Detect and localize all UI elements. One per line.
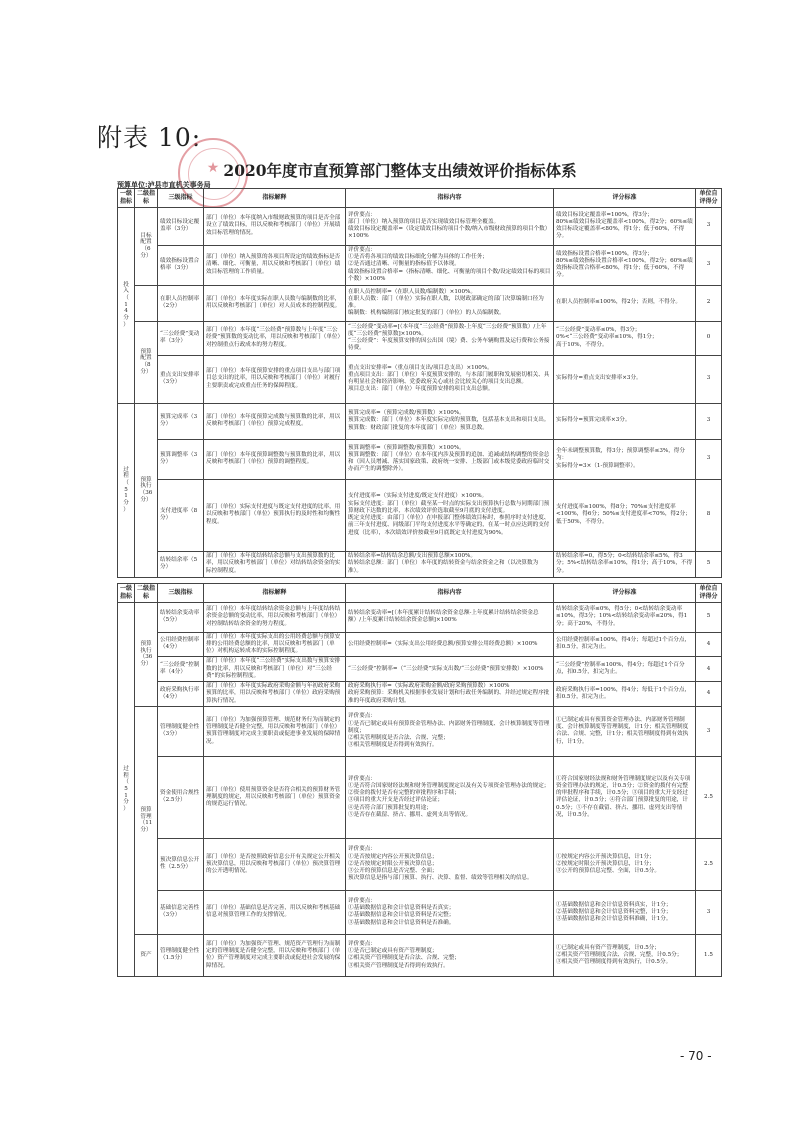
scoring-standard-cell: ①按规定内容公开预决算信息，计1分； ②按规定时限公开预决算信息，计1分； ③公开的预算信息完整、全面，计0.5分。 <box>554 838 696 890</box>
table-row <box>118 207 722 245</box>
content-cell: 评价要点： ①是否已制定或具有预算资金管理办法、内部财务管理制度、会计核算制度等管理制度； ②相关管理制度是否合法、合规、完整； ③相关管理制度是否得到有效执行。 <box>346 706 554 756</box>
self-score-cell: 2 <box>696 285 722 321</box>
column-header: 评分标准 <box>554 584 696 603</box>
explanation-cell: 部门（单位）为加强资产管理、规范资产管理行为而制定的管理制度是否健全完整，用以反映和考核部门（单位）资产管理制度对完成主要职责或促进社会发展的保障情况。 <box>204 934 346 976</box>
self-score-cell: 4 <box>696 682 722 707</box>
scoring-standard-cell: 实际得分=重点支出安排率×3分。 <box>554 355 696 403</box>
level3-indicator-cell: 预决算信息公开性（2.5分） <box>158 838 204 890</box>
explanation-cell: 部门（单位）为加强预算管理、规范财务行为而制定的管理制度是否健全完整，用以反映和考核部门（单位）预算管理制度对完成主要职责或促进事业发展的保障情况。 <box>204 706 346 756</box>
table-row <box>118 890 722 934</box>
level3-indicator-cell: 预算调整率（3分） <box>158 439 204 479</box>
level3-indicator-cell: “三公经费”变动率（3分） <box>158 321 204 355</box>
column-header: 三级指标 <box>158 189 204 208</box>
column-header: 评分标准 <box>554 189 696 208</box>
level2-indicator-cell: 预算 管理 （11 分） <box>135 706 158 934</box>
level2-indicator-cell <box>135 285 158 321</box>
explanation-cell: 部门（单位）本年度纳入市级财政预算的项目是否全部设立了绩效目标，用以反映和考核部门（单位）开展绩效目标管理的情况。 <box>204 207 346 245</box>
explanation-cell: 部门（单位）本年度实际在职人员数与编制数的比率，用以反映和考核部门（单位）对人员成本的控制程度。 <box>204 285 346 321</box>
page-number: - 70 - <box>680 1049 712 1063</box>
level3-indicator-cell: 结转结余率（5分） <box>158 551 204 577</box>
scoring-standard-cell: 全年未调整预算数，得3分；预算调整率≤3%，得分为： 实际得分=3×（1-预算调整率）。 <box>554 439 696 479</box>
content-cell: 评价要点： ①是否按规定内容公开预决算信息； ②是否按规定时限公开预决算信息； ③公开的预算信息是否完整、全面； 预决算信息是指与部门预算、执行、决算、监督、绩效等管理相关的信息。 <box>346 838 554 890</box>
explanation-cell: 部门（单位）本年度预算安排的重点项目支出与部门项目总支出的比率，用以反映和考核部门（单位）对履行主要职责或完成重点任务的保障程度。 <box>204 355 346 403</box>
self-score-cell: 3 <box>696 439 722 479</box>
content-cell: 预算调整率=（预算调整数/预算数）×100%。 预算调整数：部门（单位）在本年度内涉及预算的追加、追减或结构调整的资金总和（因人员增减、落实国家政策、政府统一安排、上级部门或本级党委政府临时交办而产生的调整除外）。 <box>346 439 554 479</box>
level2-indicator-cell: 资产 <box>135 934 158 976</box>
level1-indicator-cell: 投 入 （ 1 4 分 ） <box>118 207 135 403</box>
document-title: 2020年度市直预算部门整体支出绩效评价指标体系 <box>223 161 577 180</box>
explanation-cell: 部门（单位）本年度结转结余总额与支出预算数的比率，用以反映和考核部门（单位）对结转结余资金的实际控制程度。 <box>204 551 346 577</box>
content-cell: 在职人员控制率=（在职人员数/编制数）×100%。 在职人员数：部门（单位）实际在职人数，以财政部确定的部门决算编制口径为准。 编制数：机构编制部门核定批复的部门（单位）的人员编制数。 <box>346 285 554 321</box>
column-header: 指标解释 <box>204 584 346 603</box>
level1-indicator-cell: 过 程 （ 5 1 分 ） <box>118 602 135 976</box>
self-score-cell: 3 <box>696 355 722 403</box>
level3-indicator-cell: “三公经费”控制率（4分） <box>158 657 204 682</box>
self-score-cell: 3 <box>696 890 722 934</box>
scoring-standard-cell: ①符合国家财经法规和财务管理制度规定以及有关专项资金管理办法的规定，计0.5分；②资金的拨付有完整的审批程序和手续，计0.5分；③项目的重大开支经过评估论证，计0.5分；④符合部门预算批复的用途，计0.5分；⑤不存在截留、挤占、挪用、虚列支出等情况，计0.5分。 <box>554 756 696 838</box>
column-header: 单位自评得分 <box>696 189 722 208</box>
scoring-standard-cell: 绩效指标设置合格率=100%，得3分； 80%≤绩效指标设置合格率<100%，得2分；60%≤绩效指标设置合格率<80%，得1分；低于60%，不得分。 <box>554 245 696 285</box>
table-row <box>118 682 722 707</box>
column-header: 二级指标 <box>135 189 158 208</box>
explanation-cell: 部门（单位）本年度实际政府采购金额与年初政府采购预算的比率，用以反映和考核部门（单位）政府采购预算执行情况。 <box>204 682 346 707</box>
column-header: 一级指标 <box>118 584 135 603</box>
level3-indicator-cell: 在职人员控制率（2分） <box>158 285 204 321</box>
table-header-row <box>118 189 722 208</box>
scoring-standard-cell: 结转结余率=0，得5分；0<结转结余率≤5%，得3分；5%<结转结余率≤10%，得1分；高于10%，不得分。 <box>554 551 696 577</box>
self-score-cell: 3 <box>696 706 722 756</box>
explanation-cell: 部门（单位）实际支付进度与既定支付进度的比率，用以反映和考核部门（单位）预算执行的及时性和均衡性程度。 <box>204 479 346 551</box>
table-row <box>118 355 722 403</box>
explanation-cell: 部门（单位）基础信息是否完善，用以反映和考核基础信息对预算管理工作的支撑情况。 <box>204 890 346 934</box>
content-cell: 预算完成率=（预算完成数/预算数）×100%。 预算完成数：部门（单位）本年度实际完成的预算数，包括基本支出和项目支出。 预算数：财政部门批复的本年度部门（单位）预算总数。 <box>346 403 554 439</box>
scoring-standard-cell: “三公经费”控制率≤100%，得4分；每超过1个百分点，扣0.5分，扣完为止。 <box>554 657 696 682</box>
level3-indicator-cell: 预算完成率（3分） <box>158 403 204 439</box>
self-score-cell: 1.5 <box>696 934 722 976</box>
level3-indicator-cell: 基础信息完善性（3分） <box>158 890 204 934</box>
column-header: 指标内容 <box>346 189 554 208</box>
explanation-cell: 部门（单位）本年度“三公经费”实际支出数与预算安排数的比率，用以反映和考核部门（单位）对“三公经费”的实际控制程度。 <box>204 657 346 682</box>
table-row <box>118 706 722 756</box>
explanation-cell: 部门（单位）本年度结转结余资金总额与上年度结转结余资金总额的变动比率，用以反映和考核部门（单位）对控制结转结余资金的努力程度。 <box>204 602 346 632</box>
content-cell: 结转结余率=结转结余总额/支出预算总额×100%。 结转结余总额：部门（单位）本年度的结转资金与结余资金之和（以决算数为准）。 <box>346 551 554 577</box>
self-score-cell: 4 <box>696 632 722 657</box>
level3-indicator-cell: 公用经费控制率（4分） <box>158 632 204 657</box>
scoring-standard-cell: 公用经费控制率≤100%，得4分；每超过1个百分点，扣0.5分，扣完为止。 <box>554 632 696 657</box>
level3-indicator-cell: 支付进度率（8分） <box>158 479 204 551</box>
content-cell: 评价要点： ①是否已制定或具有资产管理制度； ②相关资产管理制度是否合法、合规、完整； ③相关资产管理制度是否得到有效执行。 <box>346 934 554 976</box>
level3-indicator-cell: 绩效目标设定覆盖率（3分） <box>158 207 204 245</box>
explanation-cell: 部门（单位）纳入预算的各项目所设定的绩效指标是否清晰、细化、可衡量，用以反映和考核部门（单位）绩效目标管理的工作质量。 <box>204 245 346 285</box>
explanation-cell: 部门（单位）本年度“三公经费”预算数与上年度“三公经费”预算数的变动比率，用以反映和考核部门（单位）对控制重点行政成本的努力程度。 <box>204 321 346 355</box>
level3-indicator-cell: 资金使用合规性（2.5分） <box>158 756 204 838</box>
scoring-standard-cell: 支付进度率≥100%，得8分；70%≤支付进度率<100%，得6分；50%≤支付进度率<70%，得2分；低于50%，不得分。 <box>554 479 696 551</box>
self-score-cell: 2.5 <box>696 756 722 838</box>
table-row <box>118 657 722 682</box>
column-header: 单位自评得分 <box>696 584 722 603</box>
table-row <box>118 838 722 890</box>
self-score-cell: 4 <box>696 657 722 682</box>
level3-indicator-cell: 管理制度健全性（3分） <box>158 706 204 756</box>
level3-indicator-cell: 绩效指标设置合格率（3分） <box>158 245 204 285</box>
table-header-row <box>118 584 722 603</box>
explanation-cell: 部门（单位）使用预算资金是否符合相关的预算财务管理制度的规定，用以反映和考核部门（单位）预算资金的规范运行情况。 <box>204 756 346 838</box>
content-cell: 政府采购执行率=（实际政府采购金额/政府采购预算数）×100% 政府采购预算：采购机关根据事业发展计划和行政任务编制的、并经过规定程序批准的年度政府采购计划。 <box>346 682 554 707</box>
content-cell: 评价要点： ①基础数据信息和会计信息资料是否真实； ②基础数据信息和会计信息资料是否完整； ③基础数据信息和会计信息资料是否准确。 <box>346 890 554 934</box>
content-cell: “三公经费”变动率=[（本年度“三公经费”预算数-上年度“三公经费”预算数）/上年度“三公经费”预算数]×100%。 “三公经费”：年度预算安排的因公出国（境）费、公务车辆购置及运行费和公务接待费。 <box>346 321 554 355</box>
self-score-cell: 2.5 <box>696 838 722 890</box>
level3-indicator-cell: 管理制度健全性（1.5分） <box>158 934 204 976</box>
scoring-standard-cell: 实际得分=预算完成率×3分。 <box>554 403 696 439</box>
content-cell: 结转结余变动率=[（本年度累计结转结余资金总额-上年度累计结转结余资金总额）/上年度累计结转结余资金总额]×100% <box>346 602 554 632</box>
level2-indicator-cell: 预算 执行 （36 分） <box>135 403 158 577</box>
table-row <box>118 551 722 577</box>
scoring-standard-cell: “三公经费”变动率≤0%，得3分； 0%<“三公经费”变动率≤10%，得1分； 高于10%，不得分。 <box>554 321 696 355</box>
table-row <box>118 934 722 976</box>
scoring-standard-cell: 政府采购执行率=100%，得4分；每低于1个百分点，扣0.5分，扣完为止。 <box>554 682 696 707</box>
scoring-standard-cell: ①基础数据信息和会计信息资料真实，计1分； ②基础数据信息和会计信息资料完整，计1分； ③基础数据信息和会计信息资料准确，计1分。 <box>554 890 696 934</box>
table-row <box>118 403 722 439</box>
self-score-cell: 5 <box>696 602 722 632</box>
self-score-cell: 8 <box>696 479 722 551</box>
indicator-table-part-1 <box>117 188 722 578</box>
level3-indicator-cell: 重点支出安排率（3分） <box>158 355 204 403</box>
content-cell: “三公经费”控制率=（“三公经费”实际支出数/“三公经费”预算安排数）×100% <box>346 657 554 682</box>
budget-unit-label: 预算单位:泸县市直机关事务局 <box>117 180 211 189</box>
column-header: 指标解释 <box>204 189 346 208</box>
scoring-standard-cell: ①已制定或具有预算资金管理办法、内部财务管理制度、会计核算制度等管理制度，计1分；相关管理制度合法、合规、完整，计1分；相关管理制度得到有效执行，计1分。 <box>554 706 696 756</box>
table-row <box>118 285 722 321</box>
table-row <box>118 245 722 285</box>
scoring-standard-cell: 结转结余变动率≤0%，得5分；0<结转结余变动率≤10%，得3分；10%<结转结余变动率≤20%，得1分；高于20%，不得分。 <box>554 602 696 632</box>
content-cell: 评价要点： 部门（单位）纳入预算的项目是否实现绩效目标管理全覆盖。 绩效目标设定覆盖率=（设定绩效目标的项目个数/纳入市级财政预算的项目个数）×100% <box>346 207 554 245</box>
table-row <box>118 602 722 632</box>
self-score-cell: 5 <box>696 551 722 577</box>
column-header: 二级指标 <box>135 584 158 603</box>
explanation-cell: 部门（单位）本年度预算调整数与预算数的比率，用以反映和考核部门（单位）预算的调整程度。 <box>204 439 346 479</box>
self-score-cell: 3 <box>696 245 722 285</box>
level1-indicator-cell: 过 程 （ 5 1 分 ） <box>118 403 135 577</box>
table-row <box>118 439 722 479</box>
scoring-standard-cell: 在职人员控制率≤100%，得2分；否则，不得分。 <box>554 285 696 321</box>
level2-indicator-cell: 预算 配置 （8 分） <box>135 321 158 403</box>
content-cell: 公用经费控制率=（实际支出公用经费总额/预算安排公用经费总额）×100% <box>346 632 554 657</box>
level3-indicator-cell: 政府采购执行率（4分） <box>158 682 204 707</box>
table-row <box>118 756 722 838</box>
table-row <box>118 321 722 355</box>
column-header: 一级指标 <box>118 189 135 208</box>
indicator-table-part-2 <box>117 583 722 977</box>
attachment-heading: 附表 10: <box>97 123 202 152</box>
content-cell: 重点支出安排率=（重点项目支出/项目总支出）×100%。 重点项目支出：部门（单位）年度预算安排的，与本部门履职和发展密切相关、具有明显社会和经济影响、党委政府关心或社会比较关心的项目支出总额。 项目总支出：部门（单位）年度预算安排的项目支出总额。 <box>346 355 554 403</box>
level2-indicator-cell: 目标 配置 （6 分） <box>135 207 158 285</box>
self-score-cell: 0 <box>696 321 722 355</box>
scoring-standard-cell: ①已制定或具有资产管理制度，计0.5分； ②相关资产管理制度合法、合规、完整，计0.5分； ③相关资产管理制度得到有效执行，计0.5分。 <box>554 934 696 976</box>
explanation-cell: 部门（单位）本年度预算完成数与预算数的比率，用以反映和考核部门（单位）预算完成程度。 <box>204 403 346 439</box>
self-score-cell: 3 <box>696 403 722 439</box>
column-header: 指标内容 <box>346 584 554 603</box>
table-row <box>118 479 722 551</box>
official-seal-icon: ★ <box>178 138 248 208</box>
explanation-cell: 部门（单位）本年度实际支出的公用经费总额与预算安排的公用经费总额的比率，用以反映和考核部门（单位）对机构运转成本的实际控制程度。 <box>204 632 346 657</box>
content-cell: 评价要点： ①是否符合国家财经法规和财务管理制度规定以及有关专项资金管理办法的规定； ②资金的拨付是否有完整的审批程序和手续； ③项目的重大开支是否经过评估论证； ④是否符合部门预算批复的用途； ⑤是否存在截留、挤占、挪用、虚列支出等情况。 <box>346 756 554 838</box>
content-cell: 评价要点： ①是否将各项目的绩效目标细化分解为具体的工作任务； ②是否通过清晰、可衡量的指标值予以体现。 绩效指标设置合格率=（指标清晰、细化、可衡量的项目个数/设定绩效目标的项目个数）×100% <box>346 245 554 285</box>
level2-indicator-cell: 预算 执行 （36 分） <box>135 602 158 706</box>
table-row <box>118 632 722 657</box>
level3-indicator-cell: 结转结余变动率（5分） <box>158 602 204 632</box>
explanation-cell: 部门（单位）是否按照政府信息公开有关规定公开相关预决算信息，用以反映和考核部门（单位）预决算管理的公开透明情况。 <box>204 838 346 890</box>
scoring-standard-cell: 绩效目标设定覆盖率=100%，得3分； 80%≤绩效目标设定覆盖率<100%，得2分；60%≤绩效目标设定覆盖率<80%，得1分；低于60%，不得分。 <box>554 207 696 245</box>
self-score-cell: 3 <box>696 207 722 245</box>
content-cell: 支付进度率=（实际支付进度/既定支付进度）×100%。 实际支付进度：部门（单位）截至某一时点的实际支出预算执行总数与同期部门预算财政下达数的比率，本次绩效评价选取截至9月底的支付进度。 既定支付进度：由部门（单位）在申报部门整体绩效目标时，参照序时支付进度、前三年支付进度、同级部门平均支付进度水平等确定的，在某一时点应达到的支付进度（比率），本次绩效评价按截至9月底既定支付进度为90%。 <box>346 479 554 551</box>
column-header: 三级指标 <box>158 584 204 603</box>
